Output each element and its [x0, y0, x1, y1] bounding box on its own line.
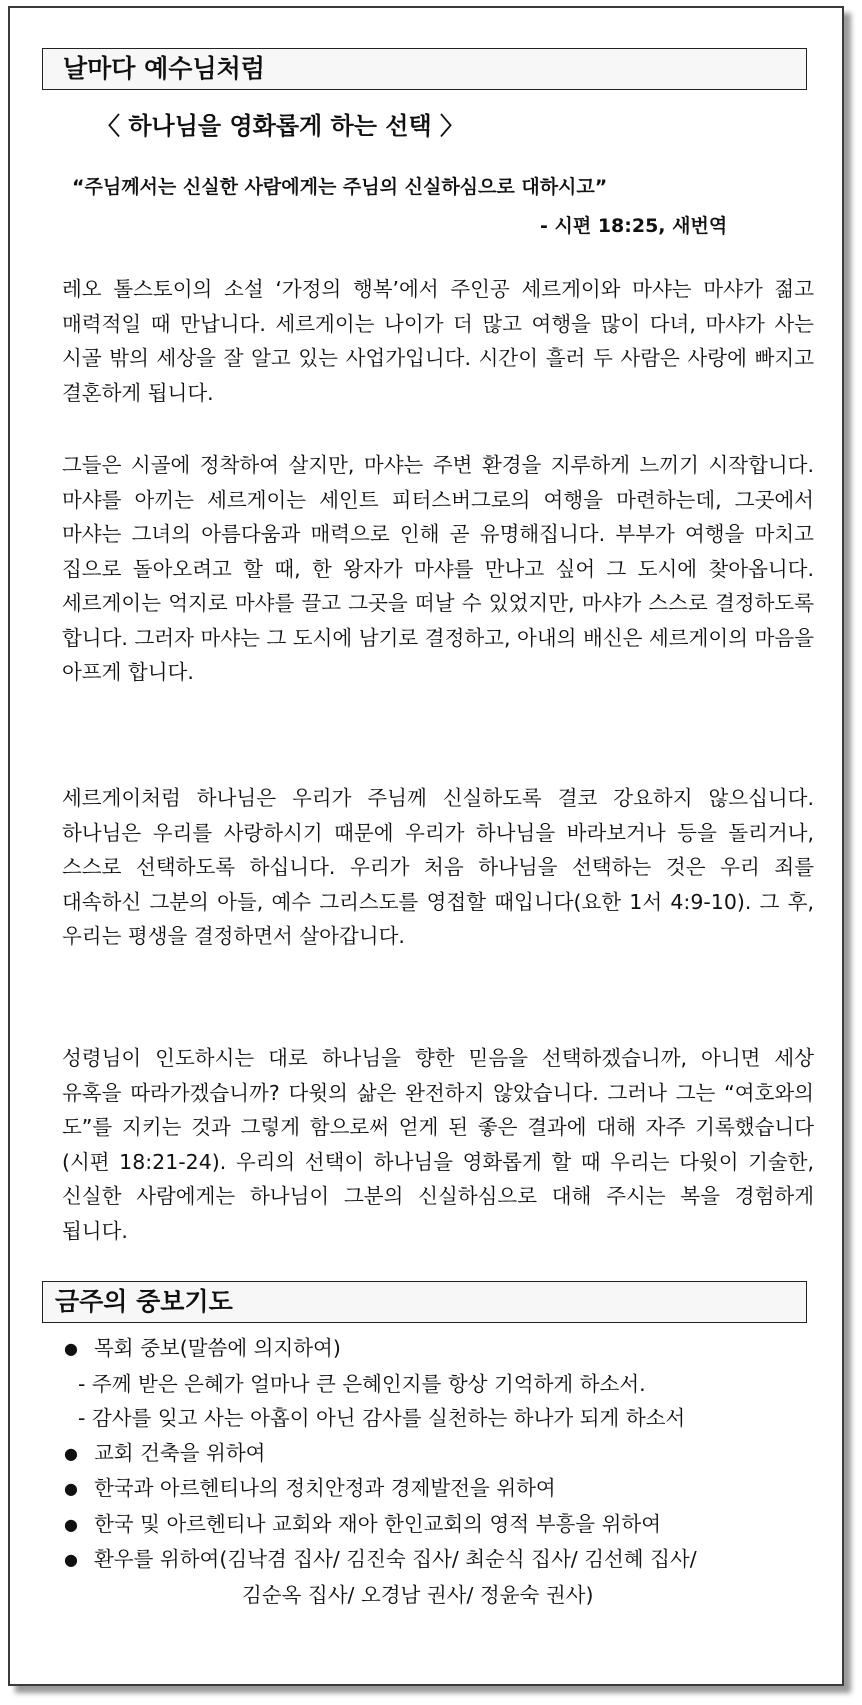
prayer-item: ● 환우를 위하여(김낙겸 집사/ 김진숙 집사/ 최순식 집사/ 김선혜 집사/ 김순옥 집사/ 오경남 권사/ 정윤숙 권사)	[64, 1542, 834, 1612]
bullet-icon: ●	[64, 1479, 78, 1498]
bulletin-page	[8, 6, 844, 1686]
bullet-icon: ●	[64, 1443, 78, 1463]
verse-quote: “주님께서는 신실한 사람에게는 주님의 신실하심으로 대하시고”	[72, 176, 608, 198]
prayer-item-continuation: 김순옥 집사/ 오경남 권사/ 정윤숙 권사)	[242, 1582, 594, 1607]
prayer-list	[64, 1331, 834, 1612]
devotional-title: 날마다 예수님처럼	[63, 54, 265, 83]
prayer-item: ● 한국과 아르헨티나의 정치안정과 경제발전을 위하여	[64, 1471, 834, 1507]
prayer-title: 금주의 중보기도	[55, 1287, 233, 1316]
prayer-subitem: - 감사를 잊고 사는 아홉이 아닌 감사를 실천하는 하나가 되게 하소서	[78, 1406, 686, 1430]
prayer-item: ● 교회 건축을 위하여	[64, 1436, 834, 1472]
bullet-icon: ●	[64, 1514, 78, 1534]
bullet-icon: ●	[64, 1339, 78, 1358]
bullet-icon: ●	[64, 1550, 78, 1569]
prayer-item: ● 목회 중보(말씀에 의지하여)	[64, 1331, 834, 1367]
paragraph-3: 세르게이처럼 하나님은 우리가 주님께 신실하도록 결코 강요하지 않으십니다. 하나님은 우리를 사랑하시기 때문에 우리가 하나님을 바라보거나 등을 돌리거나, 스스로 선택하도록 하십니다. 우리가 처음 하나님을 선택하는 것은 우리 죄를 대속하신 그분의 아들, 예수 그리스도를 영접할 때입니다(요한 1서 4:9-10). 그 후, 우리는 평생을 결정하면서 살아갑니다.	[62, 786, 814, 948]
paragraph-2: 그들은 시골에 정착하여 살지만, 마샤는 주변 환경을 지루하게 느끼기 시작합니다. 마샤를 아끼는 세르게이는 세인트 피터스버그로의 여행을 마련하는데, 그곳에서 마샤는 그녀의 아름다움과 매력으로 인해 곧 유명해집니다. 부부가 여행을 마치고 집으로 돌아오려고 할 때, 한 왕자가 마샤를 만나고 싶어 그 도시에 찾아옵니다. 세르게이는 억지로 마샤를 끌고 그곳을 떠날 수 있었지만, 마샤가 스스로 결정하도록 합니다. 그러자 마샤는 그 도시에 남기로 결정하고, 아내의 배신은 세르게이의 마음을 아프게 합니다.	[62, 453, 814, 684]
paragraph-1: 레오 톨스토이의 소설 ‘가정의 행복’에서 주인공 세르게이와 마샤는 마샤가 젊고 매력적일 때 만납니다. 세르게이는 나이가 더 많고 여행을 많이 다녀, 마샤가 사는 시골 밖의 세상을 잘 알고 있는 사업가입니다. 시간이 흘러 두 사람은 사랑에 빠지고 결혼하게 됩니다.	[62, 277, 814, 405]
prayer-item: ● 한국 및 아르헨티나 교회와 재아 한인교회의 영적 부흥을 위하여	[64, 1507, 834, 1543]
prayer-header	[42, 1281, 807, 1323]
devotional-subtitle: 〈 하나님을 영화롭게 하는 선택 〉	[96, 112, 464, 140]
paragraph-4: 성령님이 인도하시는 대로 하나님을 향한 믿음을 선택하겠습니까, 아니면 세상 유혹을 따라가겠습니까? 다윗의 삶은 완전하지 않았습니다. 그러나 그는 “여호와의 도”를 지키는 것과 그렇게 함으로써 얻게 된 좋은 결과에 대해 자주 기록했습니다(시편 18:21-24). 우리의 선택이 하나님을 영화롭게 할 때 우리는 다윗이 기술한, 신실한 사람에게는 하나님이 그분의 신실하심으로 대해 주시는 복을 경험하게 됩니다.	[62, 1046, 814, 1243]
devotional-header	[42, 48, 807, 90]
prayer-subitem: - 주께 받은 은혜가 얼마나 큰 은혜인지를 항상 기억하게 하소서.	[78, 1371, 646, 1396]
verse-reference: - 시편 18:25, 새번역	[540, 215, 728, 237]
